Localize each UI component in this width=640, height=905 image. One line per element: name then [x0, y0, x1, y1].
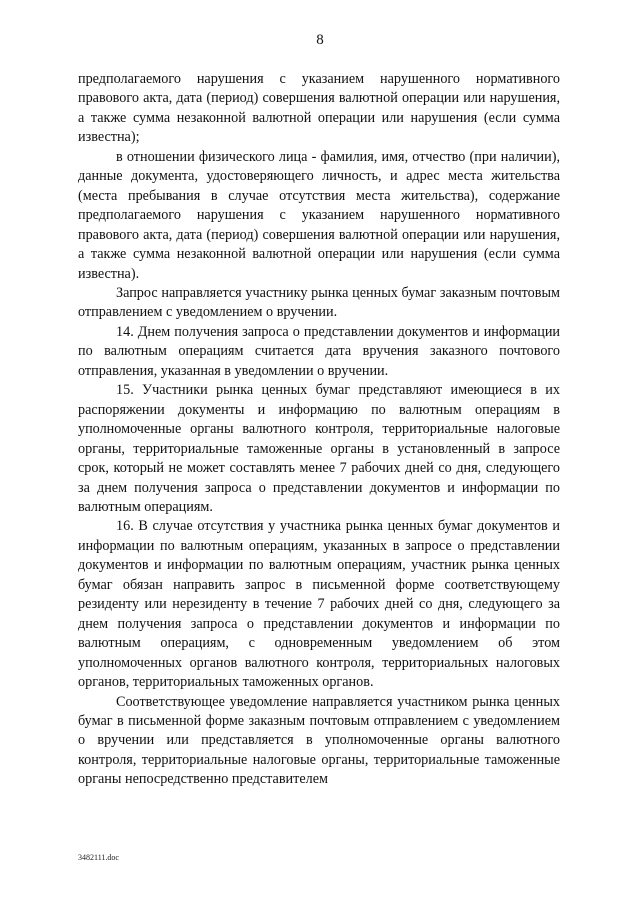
document-body	[78, 70, 560, 790]
paragraph: 14. Днем получения запроса о представлении документов и информации по валютным операциям считается дата вручения заказного почтового отправления, указанная в уведомлении о вручении.	[78, 323, 560, 379]
paragraph: 15. Участники рынка ценных бумаг представляют имеющиеся в их распоряжении документы и информацию по валютным операциям в уполномоченные органы валютного контроля, территориальные налоговые органы, территориальные таможенные органы в установленный в запросе срок, который не может составлять менее 7 рабочих дней со дня, следующего за днем получения запроса о представлении документов и информации по валютным операциям.	[78, 382, 560, 515]
footer-file-name: 3482111.doc	[78, 853, 119, 862]
paragraph: в отношении физического лица - фамилия, имя, отчество (при наличии), данные документа, удостоверяющего личность, и адрес места жительства (места пребывания в случае отсутствия места жительства), содержание предполагаемого нарушения с указанием нарушенного нормативного правового акта, дата (период) совершения валютной операции или нарушения, а также сумма незаконной валютной операции или нарушения (если сумма известна).	[78, 148, 560, 282]
paragraph: предполагаемого нарушения с указанием нарушенного нормативного правового акта, дата (период) совершения валютной операции или нарушения, а также сумма незаконной валютной операции или нарушения (если сумма известна);	[78, 71, 560, 146]
paragraph: 16. В случае отсутствия у участника рынка ценных бумаг документов и информации по валютным операциям, указанных в запросе о представлении документов и информации по валютным операциям, участник рынка ценных бумаг обязан направить запрос в письменной форме соответствующему резиденту или нерезиденту в течение 7 рабочих дней со дня, следующего за днем получения запроса о представлении документов и информации по валютным операциям, с одновременным уведомлением об этом уполномоченных органов валютного контроля, территориальных налоговых органов, территориальных таможенных органов.	[78, 518, 560, 691]
paragraph: Запрос направляется участнику рынка ценных бумаг заказным почтовым отправлением с уведомлением о вручении.	[78, 284, 560, 321]
paragraph: Соответствующее уведомление направляется участником рынка ценных бумаг в письменной форме заказным почтовым отправлением с уведомлением о вручении или представляется в уполномоченные органы валютного контроля, территориальные налоговые органы, территориальные таможенные органы непосредственно представителем	[78, 693, 560, 788]
page-number: 8	[316, 32, 324, 48]
